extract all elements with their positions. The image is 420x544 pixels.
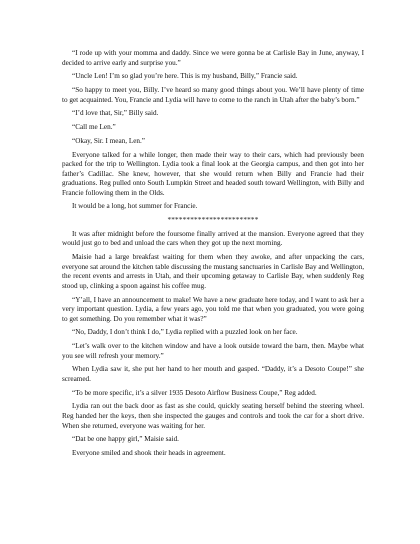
paragraph: Maisie had a large breakfast waiting for them when they awoke, and after unpacking the cars, everyone sat around the kitchen table discussing the mustang sanctuaries in Carlisle Bay and Wellington, the recent events and arrests in Utah, and their upcoming getaway to Carlisle Bay, when suddenly Reg stood up, clinking a spoon against his coffee mug. <box>62 253 364 290</box>
paragraph: “Dat be one happy girl,” Maisie said. <box>72 435 179 444</box>
paragraph: “Call me Len.” <box>72 123 116 132</box>
paragraph: “Okay, Sir. I mean, Len.” <box>72 136 145 145</box>
paragraph: Everyone talked for a while longer, then made their way to their cars, which had previously been packed for the trip to Wellington. Lydia took a final look at the Georgia campus, and then got into her father’s Cadillac. She knew, however, that she would return when Billy and Francie had their graduations. Reg pulled onto South Lumpkin Street and headed south toward Wellington, with Billy and Francie following them in the Olds. <box>62 150 364 197</box>
paragraph: “Let’s walk over to the kitchen window and have a look outside toward the barn, then. Maybe what you see will refresh your memory.” <box>62 342 364 360</box>
paragraph: “I’d love that, Sir,” Billy said. <box>72 109 159 118</box>
paragraph: “To be more specific, it’s a silver 1935 Desoto Airflow Business Coupe,” Reg added. <box>72 388 317 397</box>
paragraph: “I rode up with your momma and daddy. Since we were gonna be at Carlisle Bay in June, anyway, I decided to arrive early and surprise you.” <box>62 49 364 67</box>
paragraph: “Y’all, I have an announcement to make! We have a new graduate here today, and I want to ask her a very important question. Lydia, a few years ago, you told me that when you graduated, you were going to get something. Do you remember what it was?” <box>62 295 364 323</box>
paragraph: “No, Daddy, I don’t think I do,” Lydia replied with a puzzled look on her face. <box>72 328 298 337</box>
paragraph: Lydia ran out the back door as fast as she could, quickly seating herself behind the steering wheel. Reg handed her the keys, then she inspected the gauges and controls and took the car for a short drive. When she returned, everyone was waiting for her. <box>62 402 364 430</box>
paragraph: It would be a long, hot summer for Francie. <box>72 202 198 211</box>
paragraph: “Uncle Len! I’m so glad you’re here. This is my husband, Billy,” Francie said. <box>72 72 298 81</box>
paragraph: “So happy to meet you, Billy. I’ve heard so many good things about you. We’ll have plenty of time to get acquainted. You, Francie and Lydia will have to come to the ranch in Utah after the baby’s born.” <box>62 86 364 104</box>
paragraph: Everyone smiled and shook their heads in agreement. <box>72 448 226 457</box>
document-page <box>62 49 364 463</box>
paragraph: It was after midnight before the foursome finally arrived at the mansion. Everyone agreed that they would just go to bed and unload the cars when they got up the next morning. <box>62 229 364 248</box>
scene-break-separator: ************************ <box>167 216 259 225</box>
paragraph: When Lydia saw it, she put her hand to her mouth and gasped. “Daddy, it’s a Desoto Coupe!” she screamed. <box>62 365 364 383</box>
